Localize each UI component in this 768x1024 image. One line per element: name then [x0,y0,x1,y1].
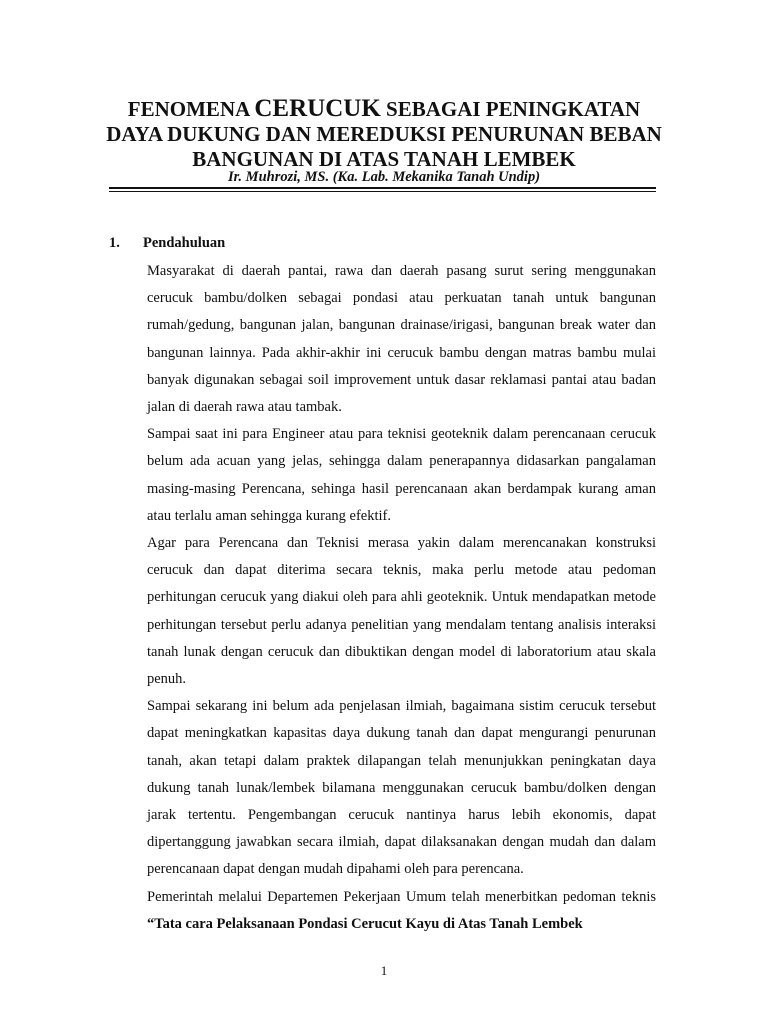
paragraph-last [147,884,656,938]
paragraph: Agar para Perencana dan Teknisi merasa yakin dalam merencanakan konstruksi cerucuk dan dapat diterima secara teknis, maka perlu metode atau pedoman perhitungan cerucuk yang diakui oleh para ahli geoteknik. Untuk mendapatkan metode perhitungan tersebut perlu adanya penelitian yang mendalam tentang analisis interaksi tanah lunak dengan cerucuk dan dibuktikan dengan model di laboratorium atau skala penuh. [147,535,656,688]
title-word-1: FENOMENA [127,97,250,121]
page-number: 1 [380,963,388,978]
title-line-2: DAYA DUKUNG DAN MEREDUKSI PENURUNAN BEBAN [106,122,662,146]
title-divider-thick [109,187,656,189]
body-text [147,258,656,938]
paragraph: Sampai saat ini para Engineer atau para teknisi geoteknik dalam perencanaan cerucuk belum ada acuan yang jelas, sehingga dalam penerapannya didasarkan pangalaman masing-masing Perencana, sehinga hasil perencanaan akan berdampak kurang aman atau terlalu aman sehingga kurang efektif. [147,426,656,524]
document-title [100,96,668,172]
title-line-3: BANGUNAN DI ATAS TANAH LEMBEK [192,147,576,171]
title-line-1 [100,96,668,122]
paragraph: Masyarakat di daerah pantai, rawa dan daerah pasang surut sering menggunakan cerucuk bambu/dolken sebagai pondasi atau perkuatan tanah untuk bangunan rumah/gedung, bangunan jalan, bangunan drainase/irigasi, bangunan break water dan bangunan lainnya. Pada akhir-akhir ini cerucuk bambu dengan matras bambu mulai banyak digunakan sebagai soil improvement untuk dasar reklamasi pantai atau badan jalan di daerah rawa atau tambak. [147,263,656,416]
guideline-title: “Tata cara Pelaksanaan Pondasi Cerucut Kayu di Atas Tanah Lembek [147,915,583,932]
paragraph: Sampai sekarang ini belum ada penjelasan ilmiah, bagaimana sistim cerucuk tersebut dapat meningkatkan kapasitas daya dukung tanah dan dapat mengurangi penurunan tanah, akan tetapi dalam praktek dilapangan telah menunjukkan peningkatan daya dukung tanah lunak/lembek bilamana menggunakan cerucuk bambu/dolken dengan jarak tertentu. Pengembangan cerucuk nantinya harus lebih ekonomis, dapat dipertanggung jawabkan secara ilmiah, dapat dilaksanakan dengan mudah dan dalam perencanaan dapat dengan mudah dipahami oleh para perencana. [147,698,656,878]
section-heading [109,234,225,252]
title-line-1-rest: SEBAGAI PENINGKATAN [386,97,641,121]
author-line: Ir. Muhrozi, MS. (Ka. Lab. Mekanika Tanah Undip) [227,169,541,185]
title-divider-thin [109,191,656,192]
title-word-2: CERUCUK [254,95,381,122]
section-title: Pendahuluan [143,235,226,251]
section-number: 1. [109,235,120,251]
paragraph-last-text: Pemerintah melalui Departemen Pekerjaan Umum telah menerbitkan pedoman teknis [147,888,656,905]
